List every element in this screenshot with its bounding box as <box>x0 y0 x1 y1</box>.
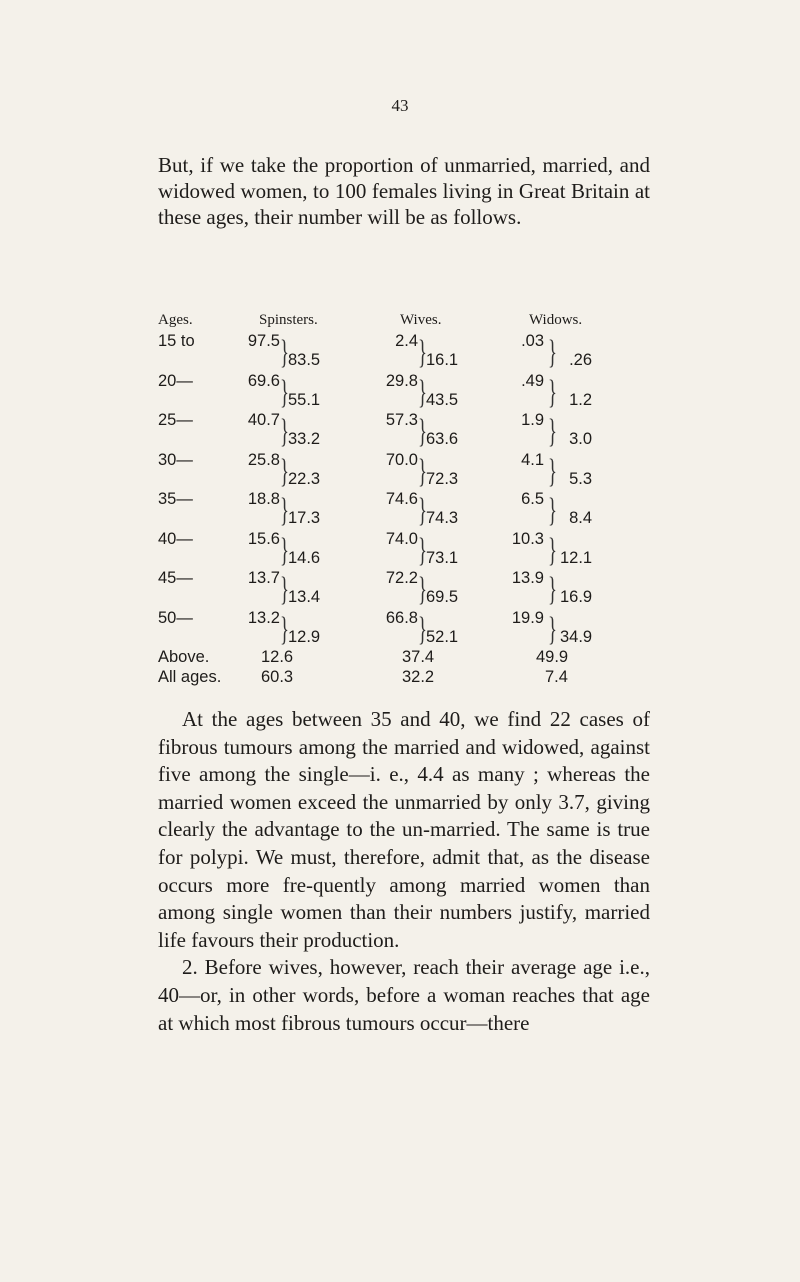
spinsters-value: 25.8 <box>247 450 280 469</box>
widows-value: 10.3 <box>511 529 544 548</box>
widows-pair-value: 34.9 <box>560 627 593 646</box>
row-age-label: 45— <box>158 569 193 587</box>
wives-pair-value: 73.1 <box>426 548 459 567</box>
brace-icon: } <box>548 610 557 648</box>
wives-value: 72.2 <box>385 569 418 587</box>
spinsters-pair-value: 33.2 <box>288 430 321 448</box>
widows-value: 1.9 <box>521 411 544 429</box>
widows-value: 4.1 <box>521 450 544 469</box>
brace-icon: } <box>418 334 427 371</box>
brace-icon: } <box>418 610 427 648</box>
spinsters-pair-value: 12.9 <box>288 627 321 646</box>
brace-icon: } <box>280 492 289 529</box>
row-age-label: 20— <box>158 371 193 390</box>
wives-pair-value: 52.1 <box>426 627 459 646</box>
brace-icon: } <box>548 531 557 569</box>
wives-value: 70.0 <box>385 450 418 469</box>
brace-icon: } <box>418 373 427 411</box>
wives-value: 2.4 <box>395 332 418 350</box>
spinsters-pair-value: 14.6 <box>288 548 321 567</box>
spinsters-pair-value: 17.3 <box>288 509 321 527</box>
spinsters-value: 13.7 <box>247 569 280 587</box>
all-ages-label: All ages. <box>158 668 222 686</box>
wives-value: 29.8 <box>385 371 418 390</box>
brace-icon: } <box>418 571 427 608</box>
widows-value: 13.9 <box>511 569 544 587</box>
widows-pair-value: 1.2 <box>569 390 592 409</box>
spinsters-pair-value: 83.5 <box>288 351 321 369</box>
all-ages-wives: 32.2 <box>402 668 435 686</box>
spinsters-value: 15.6 <box>247 529 280 548</box>
all-ages-widows: 7.4 <box>545 668 568 686</box>
brace-icon: } <box>548 452 557 490</box>
above-widows: 49.9 <box>536 648 569 666</box>
brace-icon: } <box>280 531 289 569</box>
wives-pair-value: 63.6 <box>426 430 459 448</box>
row-age-label: 30— <box>158 450 193 469</box>
row-age-label: 25— <box>158 411 193 429</box>
widows-value: .49 <box>521 371 544 390</box>
wives-pair-value: 69.5 <box>426 588 459 606</box>
brace-icon: } <box>418 492 427 529</box>
spinsters-pair-value: 55.1 <box>288 390 321 409</box>
spinsters-value: 40.7 <box>247 411 280 429</box>
spinsters-value: 69.6 <box>247 371 280 390</box>
paragraph: 2. Before wives, however, reach their average age i.e., 40—or, in other words, before a woman reaches that age at which most fibrous tumours occur—there <box>158 955 650 1035</box>
brace-icon: } <box>548 571 557 608</box>
brace-icon: } <box>280 571 289 608</box>
widows-pair-value: 5.3 <box>569 469 592 488</box>
brace-icon: } <box>418 531 427 569</box>
brace-icon: } <box>418 452 427 490</box>
brace-icon: } <box>548 373 557 411</box>
brace-icon: } <box>280 610 289 648</box>
spinsters-value: 13.2 <box>247 608 280 627</box>
wives-pair-value: 74.3 <box>426 509 459 527</box>
brace-icon: } <box>280 452 289 490</box>
widows-value: 6.5 <box>521 490 544 508</box>
header-spinsters: Spinsters. <box>259 312 318 328</box>
brace-icon: } <box>548 334 557 371</box>
above-spinsters: 12.6 <box>261 648 294 666</box>
spinsters-pair-value: 22.3 <box>288 469 321 488</box>
spinsters-value: 18.8 <box>247 490 280 508</box>
body-text <box>158 706 650 1037</box>
brace-icon: } <box>280 413 289 450</box>
widows-pair-value: 8.4 <box>569 509 592 527</box>
row-age-label: 50— <box>158 608 193 627</box>
widows-value: .03 <box>521 332 544 350</box>
wives-value: 66.8 <box>385 608 418 627</box>
above-label: Above. <box>158 648 210 666</box>
intro-paragraph: But, if we take the proportion of unmarried, married, and widowed women, to 100 females living in Great Britain at these ages, their number will be as follows. <box>158 153 650 229</box>
row-age-label: 15 to <box>158 332 195 350</box>
brace-icon: } <box>418 413 427 450</box>
brace-icon: } <box>548 492 557 529</box>
wives-pair-value: 43.5 <box>426 390 459 409</box>
widows-pair-value: 12.1 <box>560 548 593 567</box>
brace-icon: } <box>280 334 289 371</box>
widows-pair-value: .26 <box>569 351 592 369</box>
brace-icon: } <box>280 373 289 411</box>
brace-icon: } <box>548 413 557 450</box>
wives-pair-value: 72.3 <box>426 469 459 488</box>
header-ages: Ages. <box>158 312 193 328</box>
above-wives: 37.4 <box>402 648 435 666</box>
header-widows: Widows. <box>529 312 583 328</box>
wives-value: 74.6 <box>385 490 418 508</box>
row-age-label: 40— <box>158 529 193 548</box>
wives-value: 57.3 <box>385 411 418 429</box>
widows-pair-value: 3.0 <box>569 430 592 448</box>
page-number: 43 <box>391 96 409 115</box>
widows-value: 19.9 <box>511 608 544 627</box>
wives-value: 74.0 <box>385 529 418 548</box>
row-age-label: 35— <box>158 490 193 508</box>
header-wives: Wives. <box>400 312 442 328</box>
wives-pair-value: 16.1 <box>426 351 459 369</box>
spinsters-value: 97.5 <box>247 332 280 350</box>
all-ages-spinsters: 60.3 <box>261 668 294 686</box>
paragraph: At the ages between 35 and 40, we find 22 cases of fibrous tumours among the married and widowed, against five among the single—i. e., 4.4 as many ; whereas the married women exceed the unmarried by only 3.7, giving clearly the advantage to the un-married. The same is true for polypi. We must, therefore, admit that, as the disease occurs more fre-quently among married women than among single women than their numbers justify, married life favours their production. <box>158 707 650 952</box>
widows-pair-value: 16.9 <box>560 588 593 606</box>
spinsters-pair-value: 13.4 <box>288 588 321 606</box>
